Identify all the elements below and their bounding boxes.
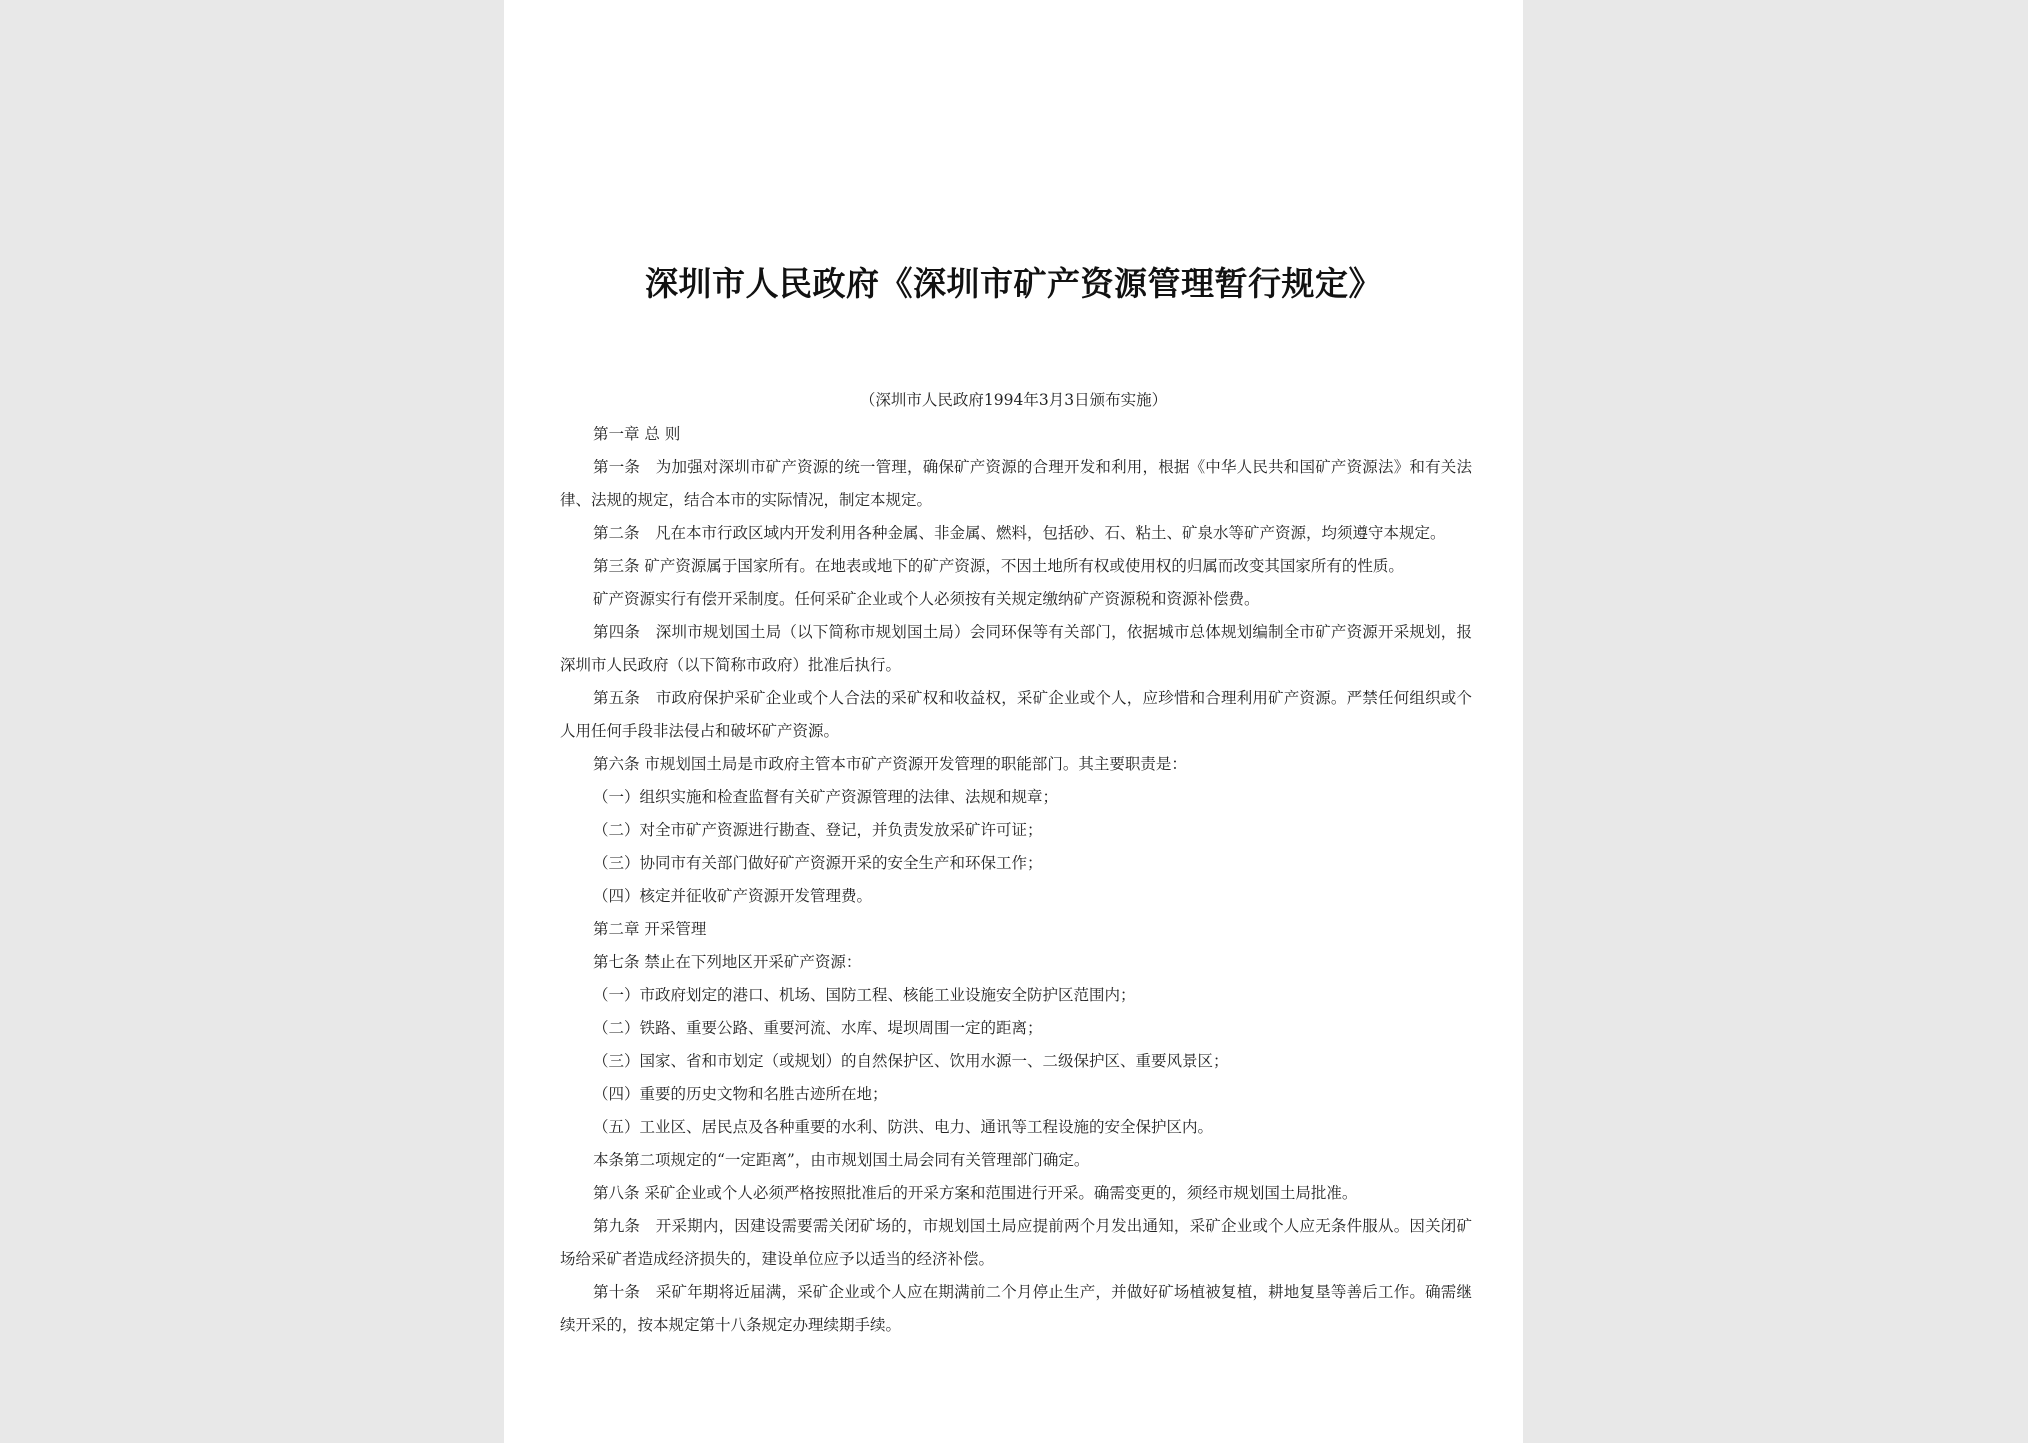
article-paragraph: 第九条 开采期内，因建设需要需关闭矿场的，市规划国土局应提前两个月发出通知，采矿企业或个人应无条件服从。因关闭矿场给采矿者造成经济损失的，建设单位应予以适当的经济补偿。 — [560, 1217, 1472, 1268]
document-body — [560, 418, 1472, 1342]
document-subtitle: （深圳市人民政府1994年3月3日颁布实施） — [859, 391, 1168, 409]
list-item: （五）工业区、居民点及各种重要的水利、防洪、电力、通讯等工程设施的安全保护区内。 — [593, 1118, 1214, 1136]
list-item: （四）核定并征收矿产资源开发管理费。 — [593, 887, 873, 905]
article-paragraph: 第十条 采矿年期将近届满，采矿企业或个人应在期满前二个月停止生产，并做好矿场植被复植，耕地复垦等善后工作。确需继续开采的，按本规定第十八条规定办理续期手续。 — [560, 1283, 1472, 1334]
article-paragraph: 第一条 为加强对深圳市矿产资源的统一管理，确保矿产资源的合理开发和利用，根据《中华人民共和国矿产资源法》和有关法律、法规的规定，结合本市的实际情况，制定本规定。 — [560, 458, 1472, 509]
article-paragraph: 第三条 矿产资源属于国家所有。在地表或地下的矿产资源，不因土地所有权或使用权的归属而改变其国家所有的性质。 — [593, 557, 1404, 575]
list-item: （一）市政府划定的港口、机场、国防工程、核能工业设施安全防护区范围内； — [593, 986, 1136, 1004]
article-paragraph: 第六条 市规划国土局是市政府主管本市矿产资源开发管理的职能部门。其主要职责是： — [593, 755, 1187, 773]
article-paragraph: 本条第二项规定的“一定距离”，由市规划国土局会同有关管理部门确定。 — [593, 1151, 1090, 1169]
article-paragraph: 第二条 凡在本市行政区域内开发利用各种金属、非金属、燃料，包括砂、石、粘土、矿泉水等矿产资源，均须遵守本规定。 — [593, 524, 1446, 542]
article-paragraph: 第七条 禁止在下列地区开采矿产资源： — [593, 953, 862, 971]
list-item: （一）组织实施和检查监督有关矿产资源管理的法律、法规和规章； — [593, 788, 1059, 806]
list-item: （二）对全市矿产资源进行勘查、登记，并负责发放采矿许可证； — [593, 821, 1043, 839]
article-paragraph: 第四条 深圳市规划国土局（以下简称市规划国土局）会同环保等有关部门，依据城市总体规划编制全市矿产资源开采规划，报深圳市人民政府（以下简称市政府）批准后执行。 — [560, 623, 1472, 674]
chapter-heading: 第二章 开采管理 — [593, 920, 707, 938]
article-paragraph: 第五条 市政府保护采矿企业或个人合法的采矿权和收益权，采矿企业或个人，应珍惜和合理利用矿产资源。严禁任何组织或个人用任何手段非法侵占和破坏矿产资源。 — [560, 689, 1472, 740]
list-item: （三）国家、省和市划定（或规划）的自然保护区、饮用水源一、二级保护区、重要风景区； — [593, 1052, 1229, 1070]
list-item: （四）重要的历史文物和名胜古迹所在地； — [593, 1085, 888, 1103]
article-paragraph: 第八条 采矿企业或个人必须严格按照批准后的开采方案和范围进行开采。确需变更的，须经市规划国土局批准。 — [593, 1184, 1358, 1202]
document-page — [504, 0, 1523, 1443]
chapter-heading: 第一章 总 则 — [593, 425, 681, 443]
list-item: （三）协同市有关部门做好矿产资源开采的安全生产和环保工作； — [593, 854, 1043, 872]
document-title: 深圳市人民政府《深圳市矿产资源管理暂行规定》 — [645, 264, 1382, 303]
list-item: （二）铁路、重要公路、重要河流、水库、堤坝周围一定的距离； — [593, 1019, 1043, 1037]
article-paragraph: 矿产资源实行有偿开采制度。任何采矿企业或个人必须按有关规定缴纳矿产资源税和资源补偿费。 — [593, 590, 1260, 608]
